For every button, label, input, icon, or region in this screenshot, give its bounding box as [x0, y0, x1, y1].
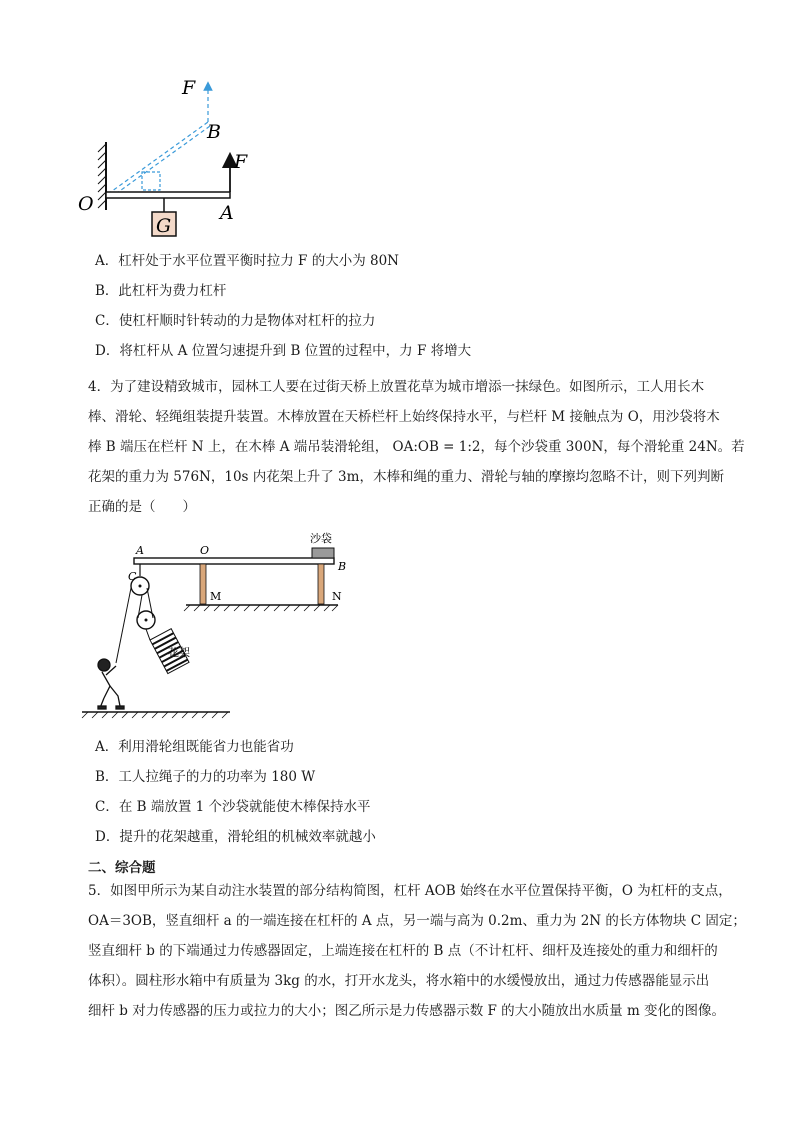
q5-line-3: 竖直细杆 b 的下端通过力传感器固定，上端连接在杠杆的 B 点（不计杠杆、细杆及连接处的重力和细杆的: [88, 943, 718, 959]
fig2-label-flower-rack: 花架: [168, 646, 190, 659]
q5-line-2: OA＝3OB，竖直细杆 a 的一端连接在杠杆的 A 点，另一端与高为 0.2m、重力为 2N 的长方体物块 C 固定；: [88, 913, 746, 929]
ground-hatching: [82, 712, 228, 718]
q5-line-5: 细杆 b 对力传感器的压力或拉力的大小；图乙所示是力传感器示数 F 的大小随放出水质量 m 变化的图像。: [88, 1003, 726, 1019]
label-f-right: F: [234, 151, 248, 173]
q5-line-1: 5．如图甲所示为某自动注水装置的部分结构简图，杠杆 AOB 始终在水平位置保持平衡，O 为杠杆的支点，: [88, 883, 732, 899]
section-heading: 二、综合题: [88, 860, 156, 876]
post-n: [318, 564, 324, 604]
q4-line-5: 正确的是（ ）: [88, 499, 196, 515]
rope-to-rack: [146, 629, 150, 640]
lever-b-dashed-upper: [108, 122, 208, 194]
q3-option-d: D．将杠杆从 A 位置匀速提升到 B 位置的过程中，力 F 将增大: [95, 343, 472, 359]
label-g: G: [156, 215, 172, 237]
wall-hatching: [98, 144, 106, 208]
bridge-hatching: [184, 605, 338, 611]
lever-bar: [106, 192, 230, 198]
worker-figure: [98, 659, 124, 709]
fig2-label-b: B: [338, 560, 347, 573]
wooden-beam: [134, 558, 334, 564]
q4-line-3: 棒 B 端压在栏杆 N 上，在木棒 A 端吊装滑轮组， OA:OB = 1:2，每个沙袋重 300N，每个滑轮重 24N。若: [88, 439, 745, 455]
q4-option-d: D．提升的花架越重，滑轮组的机械效率就越小: [95, 829, 376, 845]
fig2-label-o: O: [200, 544, 210, 557]
rope-pull: [116, 588, 131, 663]
dashed-weight-box: [142, 172, 160, 190]
sandbag: [312, 548, 334, 558]
fig2-label-c: C: [128, 570, 137, 583]
label-b: B: [207, 121, 221, 143]
q3-option-c: C．使杠杆顺时针转动的力是物体对杠杆的拉力: [95, 313, 376, 329]
pulley-diagram-figure: [80, 528, 360, 720]
label-o: O: [78, 193, 94, 215]
lever-diagram-figure: [70, 70, 270, 245]
label-a: A: [220, 202, 234, 224]
post-m: [200, 564, 206, 604]
lever-b-dashed-lower: [110, 126, 210, 198]
q4-line-1: 4．为了建设精致城市，园林工人要在过街天桥上放置花草为城市增添一抹绿色。如图所示，工人用长木: [88, 379, 705, 395]
q4-option-b: B．工人拉绳子的力的功率为 180 W: [95, 769, 316, 785]
label-f-top: F: [182, 77, 196, 99]
q4-option-c: C．在 B 端放置 1 个沙袋就能使木棒保持水平: [95, 799, 371, 815]
q3-option-b: B．此杠杆为费力杠杆: [95, 283, 227, 299]
fig2-label-a: A: [136, 544, 144, 557]
q4-line-2: 棒、滑轮、轻绳组装提升装置。木棒放置在天桥栏杆上始终保持水平，与栏杆 M 接触点为 O，用沙袋将木: [88, 409, 720, 425]
fig2-label-m: M: [210, 590, 222, 603]
fig2-label-n: N: [332, 590, 342, 603]
q4-line-4: 花架的重力为 576N，10s 内花架上升了 3m，木棒和绳的重力、滑轮与轴的摩擦均忽略不计，则下列判断: [88, 469, 724, 485]
fig2-label-sandbag: 沙袋: [310, 532, 332, 545]
q4-option-a: A．利用滑轮组既能省力也能省功: [95, 739, 294, 755]
q3-option-a: A．杠杆处于水平位置平衡时拉力 F 的大小为 80N: [95, 253, 399, 269]
q5-line-4: 体积）。圆柱形水箱中有质量为 3kg 的水，打开水龙头，将水箱中的水缓慢放出，通过力传感器能显示出: [88, 973, 710, 989]
